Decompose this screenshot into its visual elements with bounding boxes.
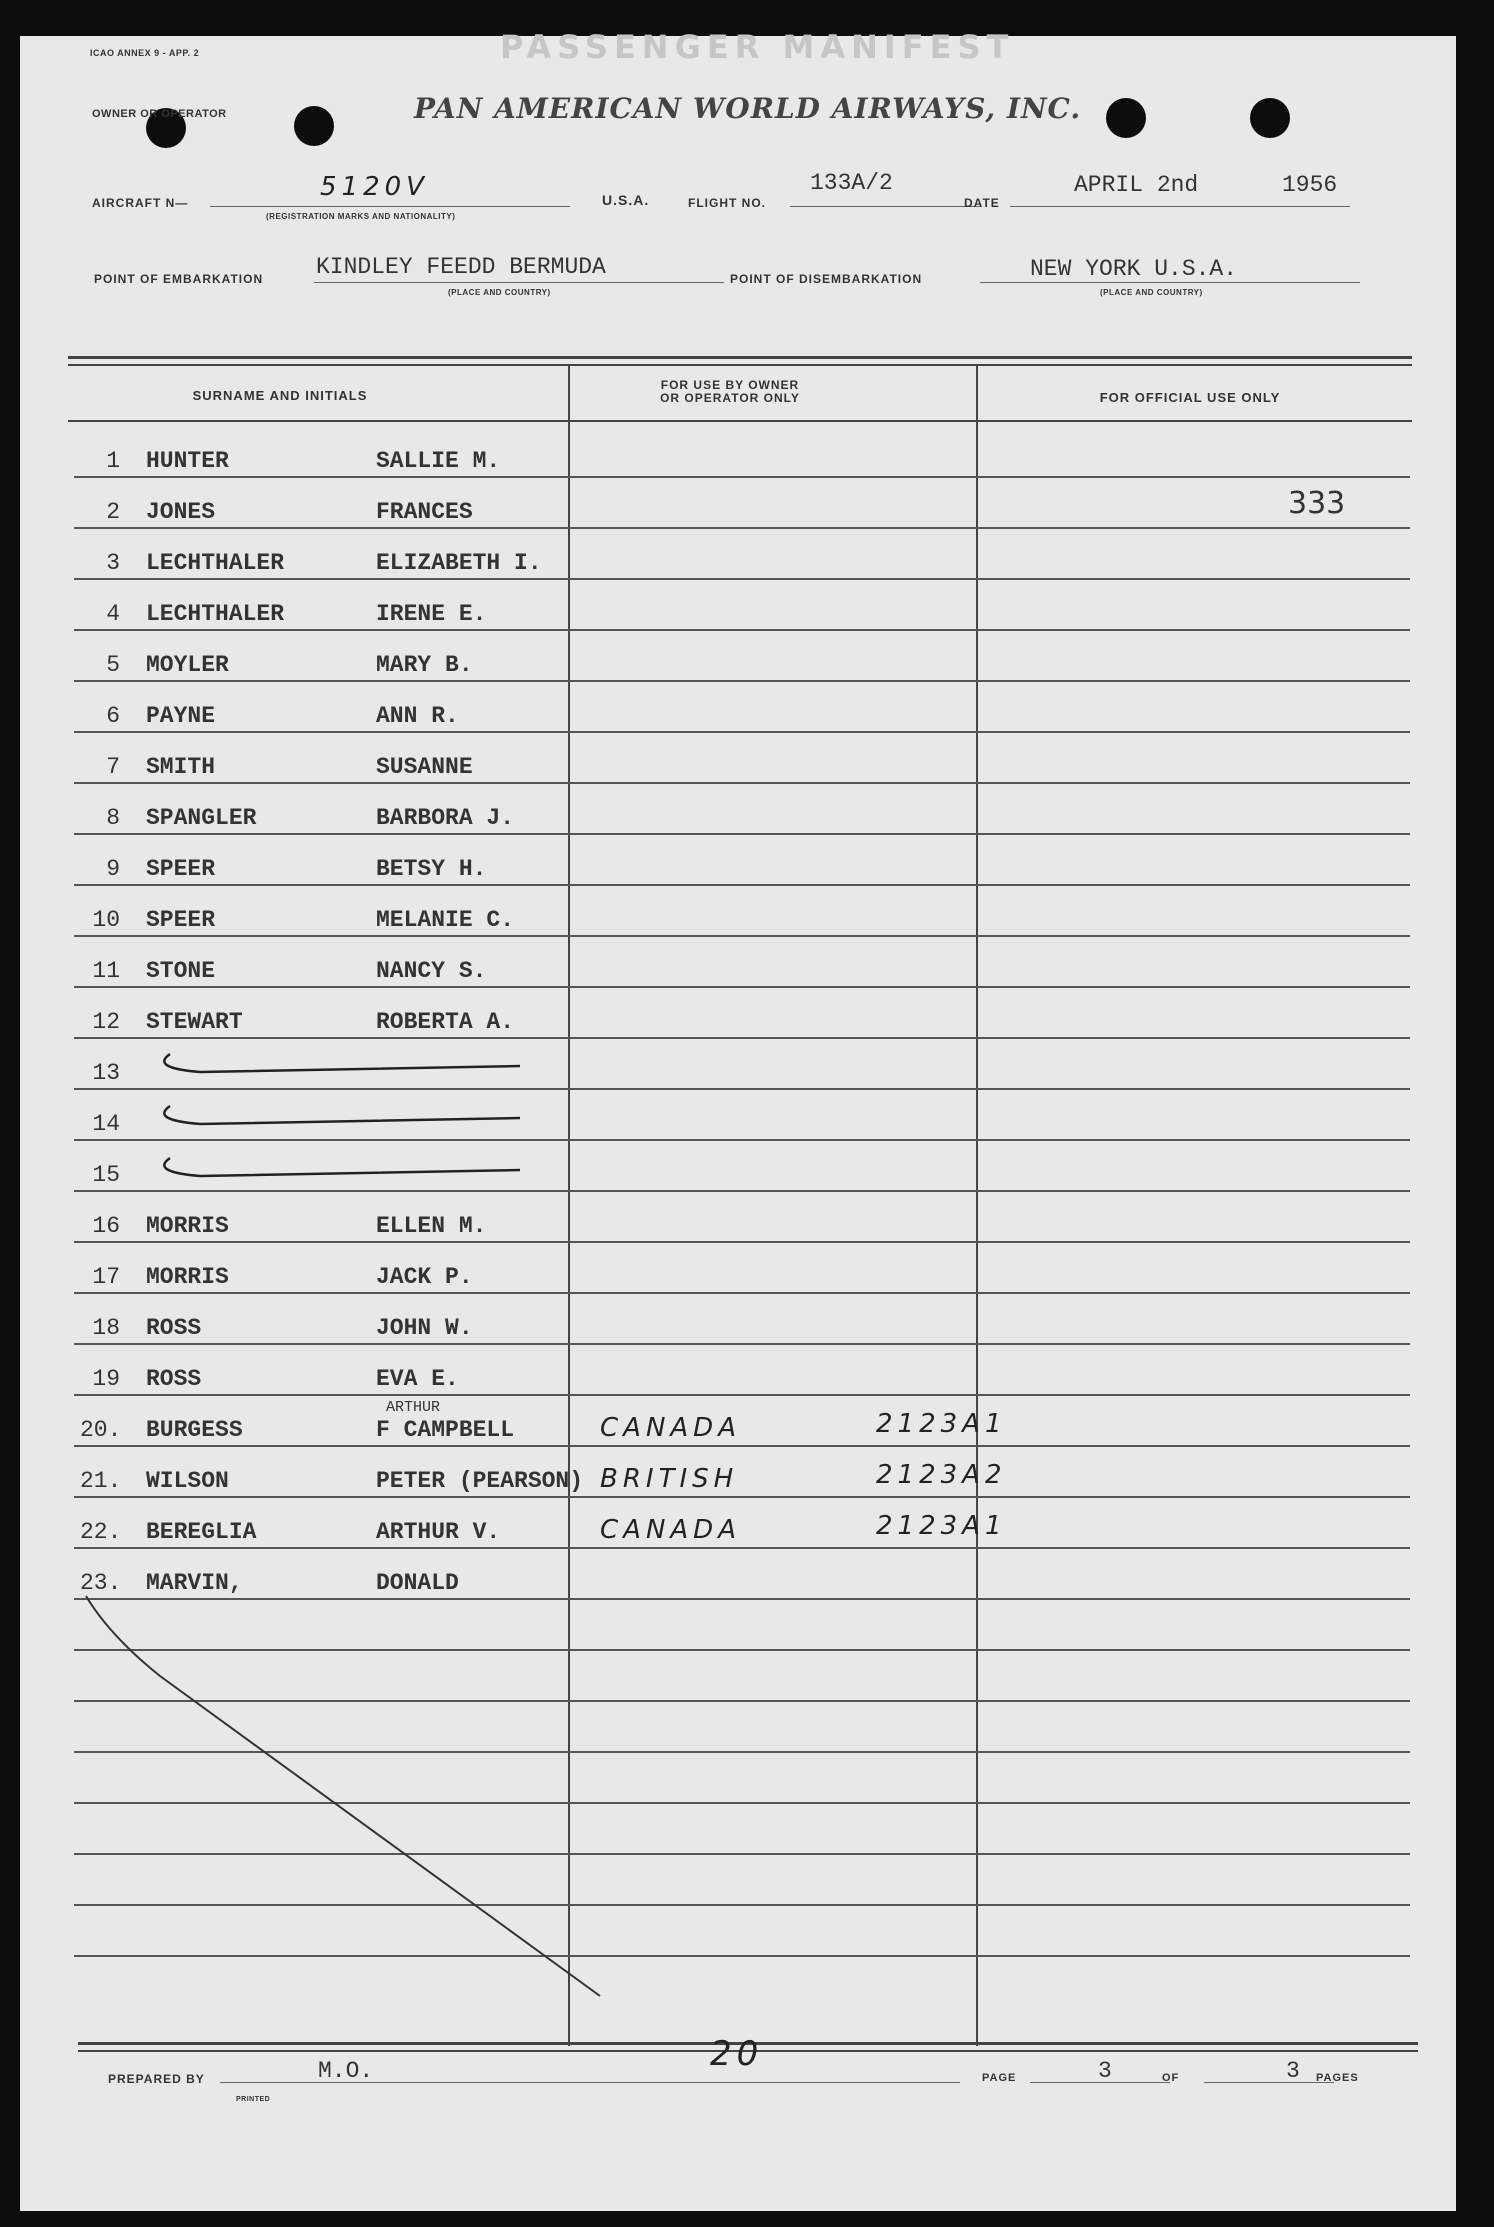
- passenger-surname: PAYNE: [146, 703, 216, 729]
- row-number: 13: [92, 1060, 120, 1086]
- row-number: 18: [92, 1315, 120, 1341]
- embarkation-label: POINT OF EMBARKATION: [94, 272, 264, 286]
- owner-use-entry: CANADA: [600, 1515, 741, 1545]
- passenger-given-names: PETER (PEARSON): [376, 1468, 584, 1494]
- form-code: ICAO ANNEX 9 - APP. 2: [90, 48, 200, 58]
- row-number: 17: [92, 1264, 120, 1290]
- passenger-surname: SPANGLER: [146, 805, 257, 831]
- row-number: 20.: [80, 1417, 122, 1443]
- row-number: 10: [92, 907, 120, 933]
- row-number: 7: [106, 754, 120, 780]
- owner-use-code: 2123A1: [876, 1409, 1007, 1439]
- row-number: 11: [92, 958, 120, 984]
- passenger-surname: SPEER: [146, 907, 216, 933]
- embarkation-value: KINDLEY FEEDD BERMUDA: [316, 254, 606, 280]
- passenger-surname: WILSON: [146, 1468, 229, 1494]
- row-number: 2: [106, 499, 120, 525]
- disembarkation-sub: (PLACE AND COUNTRY): [1100, 288, 1203, 297]
- passenger-given-names: BETSY H.: [376, 856, 487, 882]
- passenger-given-names: FRANCES: [376, 499, 473, 525]
- company-name: PAN AMERICAN WORLD AIRWAYS, INC.: [414, 92, 1082, 125]
- date-value: APRIL 2nd: [1074, 172, 1199, 198]
- prepared-value: M.O.: [318, 2058, 374, 2084]
- row-number: 14: [92, 1111, 120, 1137]
- handwritten-note: ARTHUR: [386, 1399, 441, 1416]
- printed-note: PRINTED: [236, 2096, 271, 2103]
- official-mark: 333: [1288, 486, 1346, 521]
- page-value: 3: [1098, 2058, 1112, 2084]
- row-number: 19: [92, 1366, 120, 1392]
- passenger-given-names: EVA E.: [376, 1366, 459, 1392]
- passenger-given-names: BARBORA J.: [376, 805, 515, 831]
- row-number: 6: [106, 703, 120, 729]
- passenger-surname: LECHTHALER: [146, 601, 285, 627]
- page-of-label: OF: [1162, 2072, 1180, 2084]
- cross-out-line: [20, 36, 1456, 2211]
- date-label: DATE: [964, 196, 1000, 210]
- total-mark: 20: [710, 2034, 764, 2074]
- row-number: 22.: [80, 1519, 122, 1545]
- owner-use-entry: BRITISH: [600, 1464, 739, 1494]
- aircraft-sub: (REGISTRATION MARKS AND NATIONALITY): [266, 212, 456, 221]
- passenger-given-names: ELLEN M.: [376, 1213, 487, 1239]
- passenger-given-names: DONALD: [376, 1570, 459, 1596]
- owner-use-code: 2123A2: [876, 1460, 1007, 1490]
- passenger-surname: MORRIS: [146, 1213, 229, 1239]
- row-number: 23.: [80, 1570, 122, 1596]
- passenger-given-names: SALLIE M.: [376, 448, 501, 474]
- col-header-owner-2: OR OPERATOR ONLY: [660, 391, 800, 405]
- disembarkation-value: NEW YORK U.S.A.: [1030, 256, 1238, 282]
- nation-label: U.S.A.: [602, 192, 650, 208]
- aircraft-label: AIRCRAFT N—: [92, 196, 189, 210]
- row-number: 9: [106, 856, 120, 882]
- passenger-given-names: MELANIE C.: [376, 907, 515, 933]
- passenger-surname: MOYLER: [146, 652, 229, 678]
- manifest-sheet: [20, 28, 1456, 2211]
- passenger-surname: BEREGLIA: [146, 1519, 257, 1545]
- passenger-given-names: ELIZABETH I.: [376, 550, 542, 576]
- passenger-given-names: ROBERTA A.: [376, 1009, 515, 1035]
- passenger-given-names: MARY B.: [376, 652, 473, 678]
- row-number: 1: [106, 448, 120, 474]
- passenger-surname: ROSS: [146, 1315, 202, 1341]
- prepared-label: PREPARED BY: [108, 2072, 205, 2086]
- col-header-name: SURNAME AND INITIALS: [192, 388, 368, 403]
- passenger-given-names: NANCY S.: [376, 958, 487, 984]
- disembarkation-label: POINT OF DISEMBARKATION: [730, 272, 923, 286]
- flight-value: 133A/2: [810, 170, 893, 196]
- embarkation-sub: (PLACE AND COUNTRY): [448, 288, 551, 297]
- row-number: 12: [92, 1009, 120, 1035]
- passenger-given-names: F CAMPBELL: [376, 1417, 515, 1443]
- flight-label: FLIGHT NO.: [688, 196, 766, 210]
- passenger-given-names: ARTHUR V.: [376, 1519, 501, 1545]
- aircraft-value: 5120V: [320, 172, 429, 202]
- owner-use-code: 2123A1: [876, 1511, 1007, 1541]
- passenger-given-names: SUSANNE: [376, 754, 473, 780]
- pages-label: PAGES: [1316, 2072, 1359, 2084]
- row-number: 5: [106, 652, 120, 678]
- col-header-official: FOR OFFICIAL USE ONLY: [1099, 390, 1281, 405]
- passenger-surname: BURGESS: [146, 1417, 243, 1443]
- form-title: PASSENGER MANIFEST: [500, 28, 1015, 66]
- row-number: 4: [106, 601, 120, 627]
- row-number: 15: [92, 1162, 120, 1188]
- col-header-owner-1: FOR USE BY OWNER: [660, 378, 800, 392]
- row-number: 16: [92, 1213, 120, 1239]
- passenger-surname: HUNTER: [146, 448, 229, 474]
- date-year: 1956: [1282, 172, 1338, 198]
- passenger-given-names: ANN R.: [376, 703, 459, 729]
- page-label: PAGE: [982, 2072, 1017, 2084]
- row-number: 8: [106, 805, 120, 831]
- passenger-surname: JONES: [146, 499, 216, 525]
- page-total: 3: [1286, 2058, 1300, 2084]
- passenger-surname: STONE: [146, 958, 216, 984]
- passenger-surname: ROSS: [146, 1366, 202, 1392]
- passenger-given-names: JOHN W.: [376, 1315, 473, 1341]
- passenger-surname: MORRIS: [146, 1264, 229, 1290]
- owner-use-entry: CANADA: [600, 1413, 741, 1443]
- passenger-given-names: IRENE E.: [376, 601, 487, 627]
- passenger-surname: LECHTHALER: [146, 550, 285, 576]
- row-number: 3: [106, 550, 120, 576]
- passenger-given-names: JACK P.: [376, 1264, 473, 1290]
- passenger-surname: SPEER: [146, 856, 216, 882]
- passenger-surname: STEWART: [146, 1009, 243, 1035]
- row-number: 21.: [80, 1468, 122, 1494]
- passenger-surname: SMITH: [146, 754, 216, 780]
- owner-label: OWNER OR OPERATOR: [92, 108, 227, 120]
- passenger-surname: MARVIN,: [146, 1570, 243, 1596]
